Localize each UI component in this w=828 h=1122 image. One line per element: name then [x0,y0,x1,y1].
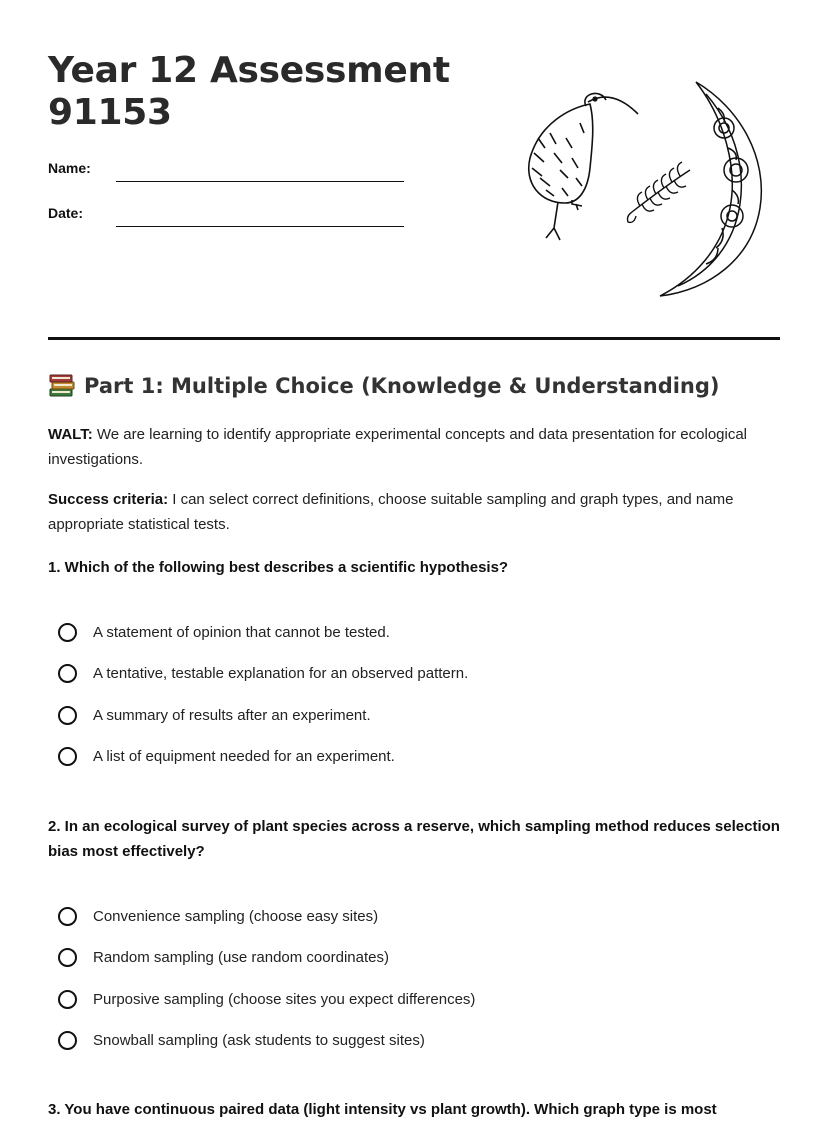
title-line-1: Year 12 Assessment [48,50,450,91]
question-2-option-b[interactable] [58,945,389,969]
date-label: Date: [48,205,84,221]
carved-moon-icon [660,82,761,296]
radio-button[interactable] [58,990,77,1009]
question-3: 3. You have continuous paired data (light intensity vs plant growth). Which graph type is most [48,1101,717,1118]
walt-label: WALT: [48,426,93,443]
assessment-title [48,50,450,134]
option-label: Snowball sampling (ask students to suggest sites) [93,1031,425,1049]
part1-heading [48,373,720,399]
radio-button[interactable] [58,948,77,967]
question-2-option-c[interactable] [58,987,475,1011]
radio-button[interactable] [58,1031,77,1050]
question-2-option-a[interactable] [58,904,378,928]
radio-button[interactable] [58,747,77,766]
question-1-option-d[interactable] [58,744,395,768]
option-label: A summary of results after an experiment. [93,706,371,724]
radio-button[interactable] [58,623,77,642]
question-1: 1. Which of the following best describes a scientific hypothesis? [48,559,509,576]
option-label: A statement of opinion that cannot be tested. [93,623,390,641]
radio-button[interactable] [58,664,77,683]
question-2-option-d[interactable] [58,1028,425,1052]
option-label: Purposive sampling (choose sites you expect differences) [93,990,476,1008]
success-criteria-label: Success criteria: [48,491,169,508]
option-label: Random sampling (use random coordinates) [93,948,389,966]
radio-button[interactable] [58,907,77,926]
fern-frond-icon [628,162,691,222]
walt-text: We are learning to identify appropriate experimental concepts and data presentation for ecological investigations. [48,426,748,468]
name-field[interactable] [116,181,404,182]
kiwi-fern-moon-illustration [510,78,790,302]
question-1-option-b[interactable] [58,661,468,685]
option-label: Convenience sampling (choose easy sites) [93,907,379,925]
date-field[interactable] [116,226,404,227]
option-label: A list of equipment needed for an experiment. [93,747,395,765]
success-criteria-text: I can select correct definitions, choose suitable sampling and graph types, and name appropriate statistical tests. [48,491,734,533]
success-criteria-paragraph [48,487,780,537]
name-label: Name: [48,160,91,176]
option-label: A tentative, testable explanation for an observed pattern. [93,664,469,682]
kiwi-bird-icon [529,93,638,240]
books-icon [48,373,76,399]
question-1-option-c[interactable] [58,703,371,727]
question-1-option-a[interactable] [58,620,390,644]
walt-paragraph [48,422,780,472]
radio-button[interactable] [58,706,77,725]
question-2: 2. In an ecological survey of plant species across a reserve, which sampling method reduces selection bias most effectively? [48,818,780,860]
title-line-2: 91153 [48,92,172,133]
part1-heading-text: Part 1: Multiple Choice (Knowledge & Understanding) [84,374,720,398]
section-divider [48,337,780,340]
